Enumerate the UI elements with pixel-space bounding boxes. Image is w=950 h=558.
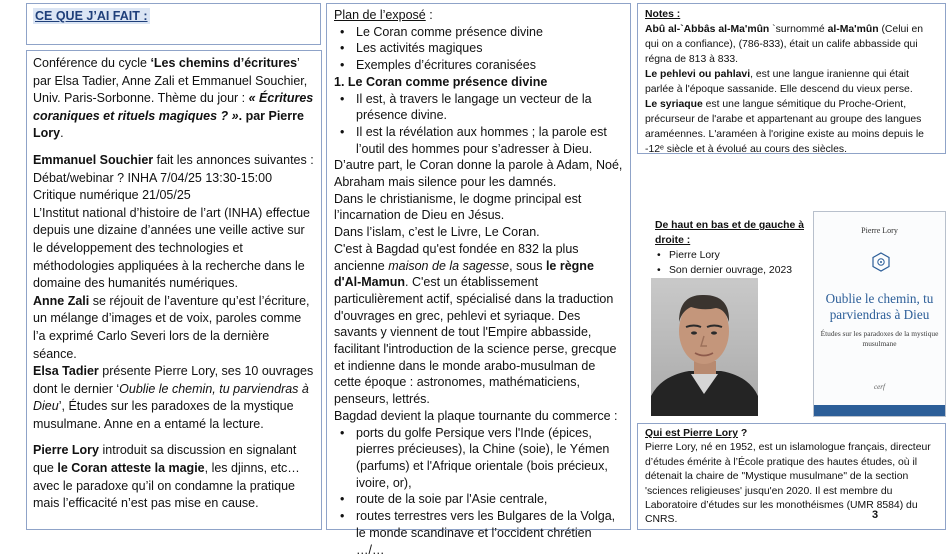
note-pehlevi: Le pehlevi ou pahlavi, est une langue iranienne qui était parlée à l'époque sassanide. Elle descend du vieux perse.: [645, 69, 913, 95]
section-title: 1. Le Coran comme présence divine: [334, 74, 548, 89]
conference-paragraph: Conférence du cycle ‘Les chemins d’écritures’ par Elsa Tadier, Anne Zali et Emmanuel Souchier, Univ. Paris-Sorbonne. Thème du jour : « Écritures coraniques et rituels magiques ? ». par Pierre Lory.: [33, 56, 314, 141]
page-number: 3: [872, 509, 879, 521]
list-item: • route de la soie par l'Asie centrale,: [334, 491, 623, 508]
caption-title: De haut en bas et de gauche à droite :: [655, 220, 804, 246]
critique-line: Critique numérique 21/05/25: [33, 188, 191, 203]
list-item: • Exemples d’écritures coranisées: [334, 57, 623, 74]
list-item: • Les activités magiques: [334, 40, 623, 57]
book-author: Pierre Lory: [861, 226, 898, 235]
list-item: • Il est la révélation aux hommes ; la parole est l’outil des hommes pour s’adresser à Dieu.: [334, 124, 623, 157]
portrait-illustration: [651, 278, 758, 416]
trade-list: [334, 425, 623, 558]
tadier-paragraph: Elsa Tadier présente Pierre Lory, ses 10 ouvrages dont le dernier ‘Oublie le chemin, tu parviendras à Dieu’, Études sur les paradoxes de la mystique musulmane. Anne en a entamé la lecture.: [33, 364, 314, 431]
lory-paragraph: Pierre Lory introduit sa discussion en signalant que le Coran atteste la magie, les djinns, etc… avec le paradoxe qu’il on condamne la pratique mais l’efficacité n’est pas mise en cause.: [33, 443, 300, 511]
image-caption: [655, 218, 813, 278]
list-item: • Pierre Lory: [655, 248, 813, 263]
rosette-icon: [871, 252, 891, 272]
bio-text: Pierre Lory, né en 1952, est un islamologue français, directeur d’études émérite à l’École pratique des hautes études, où il détenait la chaire de "Mystique musulmane" de la section 'sciences religieuses' jusqu'en 2020. Il est membre du Laboratoire d’études sur les monothéismes (UMR 8584) du CNRS.: [645, 442, 931, 526]
list-item: • Son dernier ouvrage, 2023: [655, 263, 813, 278]
book-subtitle: Études sur les paradoxes de la mystique musulmane: [820, 329, 939, 348]
plan-title: Plan de l’exposé :: [334, 8, 433, 22]
note-mamun: Abû al-`Abbâs al-Ma'mûn `surnommé al-Ma'mûn (Celui en qui on a confiance), (786-833), était un calife abbasside qui régna de 813 à 833.: [645, 24, 924, 65]
paragraph-bagdad: C'est à Bagdad qu'est fondée en 832 la plus ancienne maison de la sagesse, sous le règne d'Al-Mamun. C'est un établissement particulièrement actif, spécialisé dans la traduction d'ouvrages en grec, pehlevi et syriaque. Des savants y viennent de tout l'Empire abbasside, facilitant l'introduction de la science perse, grecque et indienne dans le monde arabo-musulman de cette époque : astronomes, mathématiciens, penseurs, lettrés.: [334, 241, 617, 407]
webinar-line: Débat/webinar ? INHA 7/04/25 13:30-15:00: [33, 170, 273, 185]
paragraph-islam: Dans l’islam, c’est le Livre, Le Coran.: [334, 225, 540, 240]
left-column: [26, 50, 322, 530]
list-item: • ports du golfe Persique vers l'Inde (épices, pierres précieuses), la Chine (soie), le Yémen (parfums) et l'Afrique orientale (bois précieux, ivoire, or),: [334, 425, 623, 492]
inha-paragraph: L’Institut national d’histoire de l’art (INHA) effectue depuis une dizaine d’années une veille active sur le développement des technologies et méthodologies appliquées à la recherche dans le domaine des humanités numériques.: [33, 205, 310, 291]
caption-list: [655, 248, 813, 278]
notes-title: Notes :: [645, 9, 681, 20]
list-item: • Il est, à travers le langage un vecteur de la présence divine.: [334, 91, 623, 124]
souchier-paragraph: Emmanuel Souchier fait les annonces suivantes :: [33, 152, 314, 167]
middle-column: [326, 3, 631, 557]
paragraph-adam: D’autre part, le Coran donne la parole à Adam, Noé, Abraham mais silence pour les damnés.: [334, 158, 623, 190]
list-item: • Le Coran comme présence divine: [334, 24, 623, 41]
book-title: Oublie le chemin, tu parviendras à Dieu: [825, 291, 934, 322]
header-box: [26, 3, 321, 45]
note-syriaque: Le syriaque est une langue sémitique du Proche-Orient, précurseur de l'arabe et appartenant au groupe des langues araméennes. L'araméen à l'origine existe au moins depuis le -12ᵉ siècle et à évolué au cours des siècles.: [645, 99, 924, 155]
zali-paragraph: Anne Zali se réjouit de l’aventure qu’est l’écriture, un mélange d’images et de voix, paroles comme l’a exprimé Carlo Severi lors de la dernière séance.: [33, 293, 310, 361]
bio-box: [637, 423, 946, 530]
book-publisher: cerf: [874, 383, 885, 391]
section-list: [334, 91, 623, 158]
book-cover: [813, 211, 946, 417]
bio-title: Qui est Pierre Lory ?: [645, 428, 748, 439]
paragraph-commerce: Bagdad devient la plaque tournante du commerce :: [334, 408, 618, 423]
paragraph-christianisme: Dans le christianisme, le dogme principal est l’incarnation de Dieu en Jésus.: [334, 191, 582, 223]
plan-list: [334, 24, 623, 74]
portrait-photo: [651, 278, 758, 416]
cover-band: [814, 405, 945, 416]
notes-box: [637, 3, 946, 154]
list-item: • routes terrestres vers les Bulgares de la Volga, le monde scandinave et l’occident chrétien …/…: [334, 508, 623, 558]
section-heading: CE QUE J’AI FAIT :: [35, 9, 148, 23]
